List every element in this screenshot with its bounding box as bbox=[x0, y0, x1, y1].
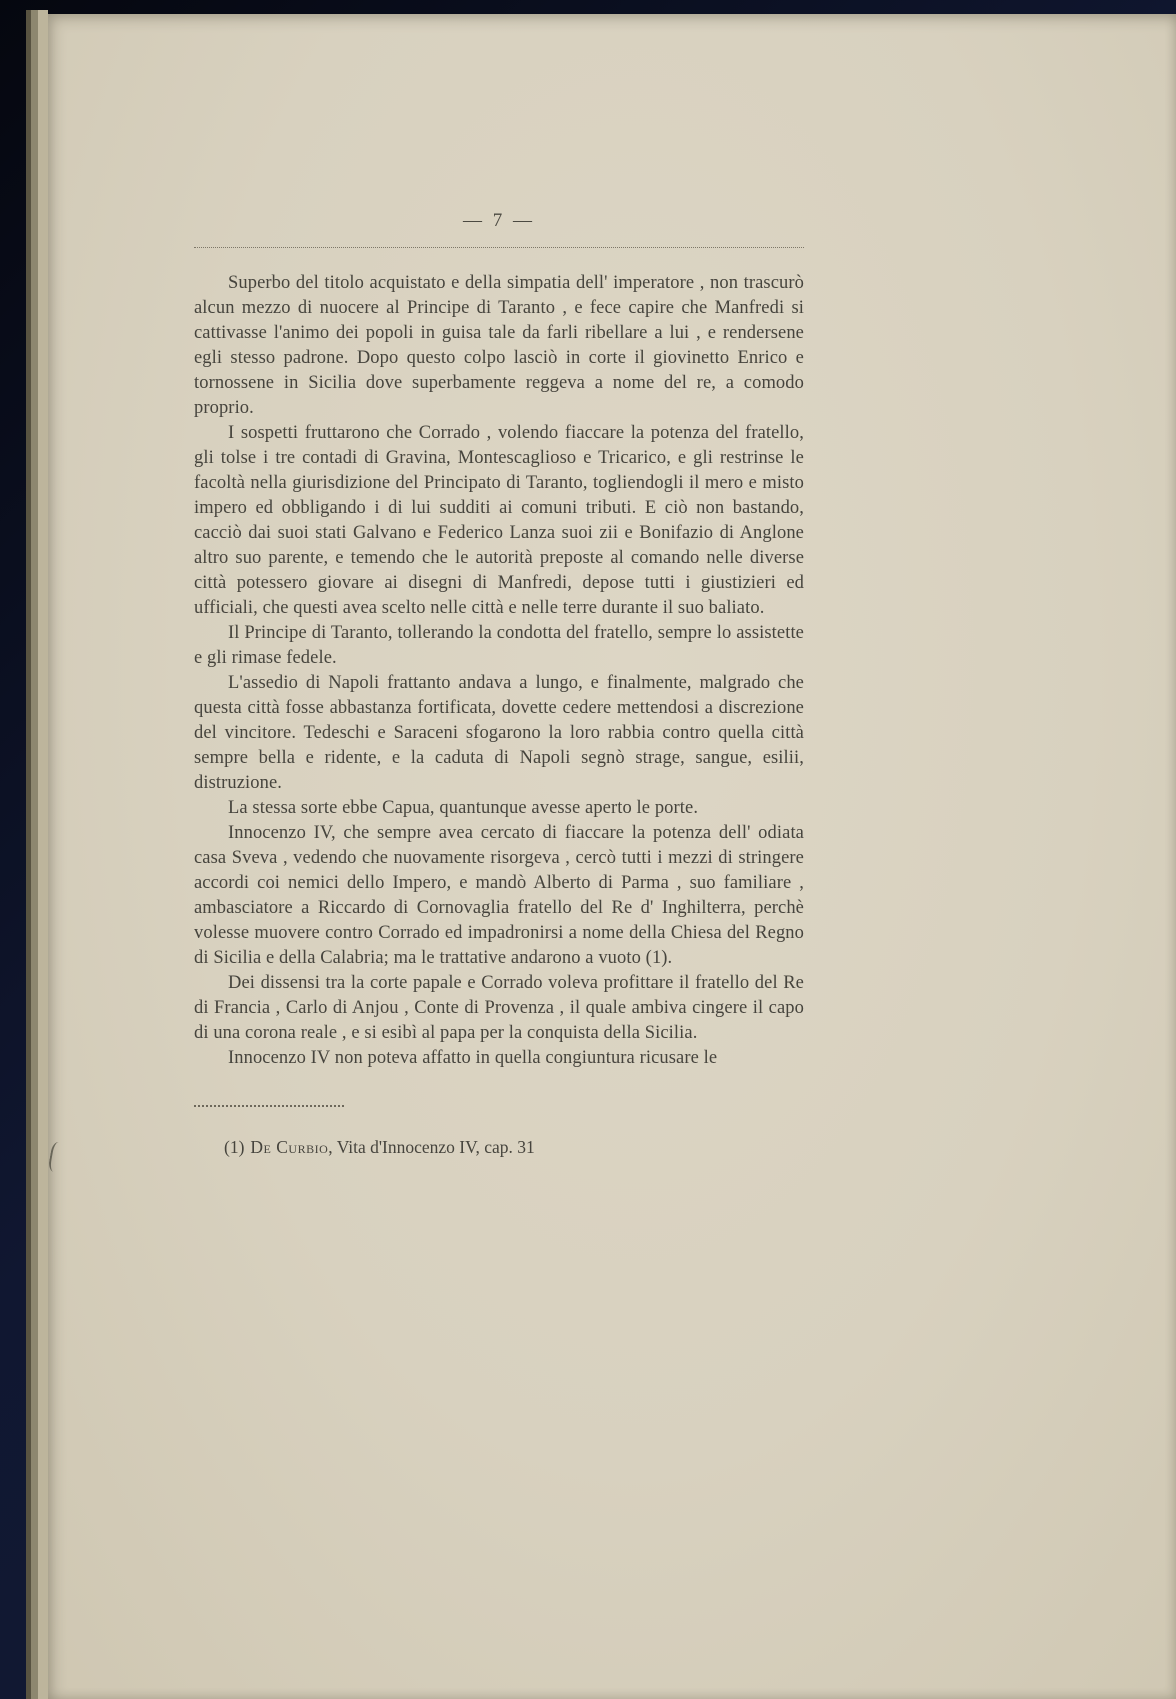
header-rule bbox=[194, 247, 804, 248]
page-edge-strip bbox=[31, 10, 38, 1699]
paragraph: Dei dissensi tra la corte papale e Corrado voleva profittare il fratello del Re di Francia , Carlo di Anjou , Conte di Provenza , il quale ambiva cingere il capo di una corona reale , e si esibì al papa per la conquista della Sicilia. bbox=[194, 973, 804, 1043]
paragraph: I sospetti fruttarono che Corrado , volendo fiaccare la potenza del fratello, gli tolse i tre contadi di Gravina, Montescaglioso e Tricarico, e gli restrinse le facoltà nella giurisdizione del Principato di Taranto, togliendogli il mero e misto impero ed obbligando i di lui sudditi ai comuni tributi. E ciò non bastando, cacciò dai suoi stati Galvano e Federico Lanza suoi zii e Bonifazio di Anglone altro suo parente, e temendo che le autorità preposte al comando nelle diverse città potessero giovare ai disegni di Manfredi, depose tutti i giustizieri ed ufficiali, che questi avea scelto nelle città e nelle terre durante il suo baliato. bbox=[194, 423, 804, 618]
footnote-rule bbox=[194, 1105, 344, 1107]
handwritten-margin-mark bbox=[47, 1141, 64, 1173]
page-content bbox=[194, 210, 804, 1159]
page-number: — 7 — bbox=[463, 210, 535, 231]
footnote bbox=[194, 1135, 804, 1159]
paragraph: Innocenzo IV, che sempre avea cercato di fiaccare la potenza dell' odiata casa Sveva , vedendo che nuovamente risorgeva , cercò tutti i mezzi di stringere accordi coi nemici dello Impero, e mandò Alberto di Parma , suo familiare , ambasciatore a Riccardo di Cornovaglia fratello del Re d' Inghilterra, perchè volesse muovere contro Corrado ed impadronirsi a nome della Chiesa del Regno di Sicilia e della Calabria; ma le trattative andarono a vuoto (1). bbox=[194, 823, 804, 968]
footnote-text: , Vita d'Innocenzo IV, cap. 31 bbox=[328, 1137, 535, 1157]
paragraph: Superbo del titolo acquistato e della simpatia dell' imperatore , non trascurò alcun mezzo di nuocere al Principe di Taranto , e fece capire che Manfredi si cattivasse l'animo dei popoli in guisa tale da farli ribellare a lui , e rendersene egli stesso padrone. Dopo questo colpo lasciò in corte il giovinetto Enrico e tornossene in Sicilia dove superbamente reggeva a nome del re, a comodo proprio. bbox=[194, 273, 804, 418]
paragraph: La stessa sorte ebbe Capua, quantunque avesse aperto le porte. bbox=[228, 798, 699, 818]
footnote-author: De Curbio bbox=[250, 1137, 329, 1157]
page-edge-strip bbox=[38, 10, 48, 1699]
book-page bbox=[48, 14, 1176, 1699]
page-edges bbox=[26, 10, 48, 1699]
paragraph: Il Principe di Taranto, tollerando la condotta del fratello, sempre lo assistette e gli rimase fedele. bbox=[194, 623, 804, 668]
paragraph: Innocenzo IV non poteva affatto in quella congiuntura ricusare le bbox=[228, 1048, 718, 1068]
body-text bbox=[194, 271, 804, 1071]
footnote-marker: (1) bbox=[224, 1137, 245, 1157]
paragraph: L'assedio di Napoli frattanto andava a lungo, e finalmente, malgrado che questa città fosse abbastanza fortificata, dovette cedere mettendosi a discrezione del vincitore. Tedeschi e Saraceni sfogarono la loro rabbia contro quella città sempre bella e ridente, e la caduta di Napoli segnò strage, sangue, esilii, distruzione. bbox=[194, 673, 804, 793]
